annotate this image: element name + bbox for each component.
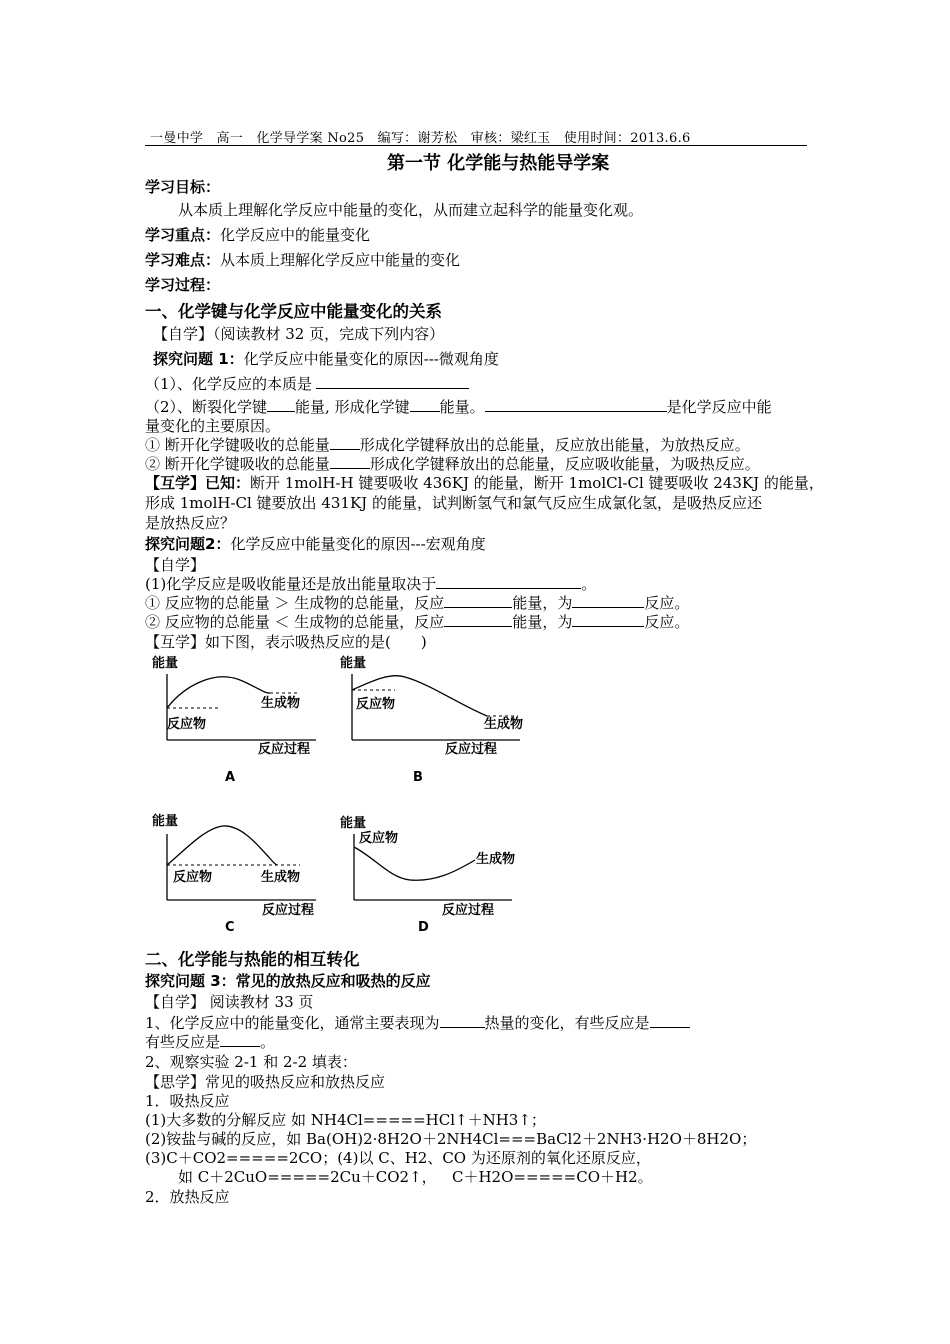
s2-line-3 [145, 611, 689, 632]
mutual-label: 【互学】已知： [145, 474, 251, 492]
section-1-heading: 一、化学键与化学反应中能量变化的关系 [145, 302, 442, 321]
line-2: 2、观察实验 2-1 和 2-2 填表： [145, 1053, 357, 1071]
graph-c [152, 813, 316, 935]
blank-2[interactable] [267, 396, 295, 412]
s2-3b: 能量，为 [512, 613, 573, 631]
s2-1b: 。 [581, 575, 597, 593]
s2-3c: 反应。 [644, 613, 690, 631]
line-1b: 热量的变化，有些反应是 [484, 1014, 650, 1032]
blank-10[interactable] [444, 611, 512, 627]
graph-c-reactant: 反应物 [173, 870, 213, 885]
key-point [145, 224, 370, 245]
graph-d-product: 生成物 [476, 852, 516, 867]
graph-a-curve [167, 677, 270, 708]
graph-c-letter: C [225, 920, 235, 935]
diff-label: 学习难点： [145, 251, 221, 269]
graph-b [340, 655, 523, 785]
mutual-2: 【互学】如下图，表示吸热反应的是( ) [145, 633, 427, 651]
endothermic-heading: 1．吸热反应 [145, 1092, 230, 1110]
blank-7[interactable] [436, 573, 581, 589]
item-1 [145, 373, 469, 394]
graph-c-y-label: 能量 [152, 814, 179, 829]
graph-b-product: 生成物 [484, 717, 524, 732]
s2-3a: ② 反应物的总能量 ＜ 生成物的总能量，反应 [145, 613, 445, 631]
graph-d-reactant: 反应物 [359, 831, 399, 846]
blank-3[interactable] [410, 396, 440, 412]
endo-item-4b: C＋H2O=====CO＋H2。 [452, 1168, 653, 1186]
graph-a [152, 655, 316, 785]
item-2e: 量变化的主要原因。 [145, 417, 281, 435]
graph-d-letter: D [418, 920, 429, 935]
exothermic-heading: 2．放热反应 [145, 1188, 230, 1206]
endo-item-4a: 如 C＋2CuO=====2Cu＋CO2↑， [178, 1168, 437, 1186]
circ-1 [145, 434, 750, 455]
mutual-text-2: 形成 1molH-Cl 键要放出 431KJ 的能量，试判断氢气和氯气反应生成氯化氢，是吸热反应还 [145, 494, 762, 512]
blank-4[interactable] [485, 396, 667, 412]
line-1d: 。 [260, 1033, 276, 1051]
key-label: 学习重点： [145, 226, 221, 244]
blank-5[interactable] [330, 434, 360, 450]
graph-a-y-label: 能量 [152, 656, 179, 671]
line-1c: 有些反应是 [145, 1033, 221, 1051]
graph-a-x-label: 反应过程 [258, 742, 311, 757]
item-2b: 能量, 形成化学键 [295, 398, 410, 416]
circ-2a: ② 断开化学键吸收的总能量 [145, 455, 330, 473]
item-2d: 是化学反应中能 [666, 398, 772, 416]
line-1-cont [145, 1031, 275, 1052]
blank-12[interactable] [440, 1012, 485, 1028]
circ-1a: ① 断开化学键吸收的总能量 [145, 436, 330, 454]
line-1 [145, 1012, 690, 1033]
graph-b-x-label: 反应过程 [445, 742, 498, 757]
self-study-3: 【自学】 阅读教材 33 页 [145, 993, 314, 1011]
graph-b-letter: B [413, 770, 423, 785]
endo-item-2: (2)铵盐与碱的反应，如 Ba(OH)2·8H2O＋2NH4Cl===BaCl2＋2NH3·H2O＋8H2O； [145, 1130, 757, 1148]
goals-label: 学习目标： [145, 178, 221, 196]
mutual-text: 断开 1molH-H 键要吸收 436KJ 的能量，断开 1molCl-Cl 键要吸收 243KJ 的能量， [250, 474, 824, 492]
item-2c: 能量。 [439, 398, 485, 416]
graph-d-y-label: 能量 [340, 816, 367, 831]
blank-6[interactable] [330, 453, 370, 469]
self-study-1: 【自学】（阅读教材 32 页，完成下列内容） [153, 325, 445, 343]
graph-d-x-label: 反应过程 [442, 903, 495, 918]
q2-label: 探究问题2： [145, 535, 231, 553]
graph-d-curve [354, 847, 475, 880]
question-1 [153, 348, 499, 369]
s2-2a: ① 反应物的总能量 ＞ 生成物的总能量，反应 [145, 594, 445, 612]
mutual-text-3: 是放热反应？ [145, 514, 236, 532]
circ-2 [145, 453, 760, 474]
think-heading: 【思学】常见的吸热反应和放热反应 [145, 1073, 386, 1091]
energy-graphs [140, 650, 560, 940]
endo-item-3: (3)C＋CO2=====2CO；(4)以 C、H2、CO 为还原剂的氧化还原反应， [145, 1149, 651, 1167]
diff-text: 从本质上理解化学反应中能量的变化 [220, 251, 461, 269]
difficulty [145, 249, 460, 270]
q1-text: 化学反应中能量变化的原因---微观角度 [243, 350, 499, 368]
item-1-text: （1）、化学反应的本质是 [145, 375, 313, 393]
s2-line-2 [145, 592, 689, 613]
graph-a-reactant: 反应物 [167, 717, 207, 732]
blank-8[interactable] [444, 592, 512, 608]
graph-b-y-label: 能量 [340, 656, 367, 671]
blank-14[interactable] [220, 1031, 260, 1047]
blank-1[interactable] [316, 373, 469, 389]
item-2a: （2）、断裂化学键 [145, 398, 268, 416]
blank-9[interactable] [572, 592, 644, 608]
s2-2b: 能量，为 [512, 594, 573, 612]
process-label: 学习过程： [145, 276, 221, 294]
blank-13[interactable] [650, 1012, 690, 1028]
question-3: 探究问题 3：常见的放热反应和吸热的反应 [145, 972, 431, 990]
question-2 [145, 533, 486, 554]
s2-2c: 反应。 [644, 594, 690, 612]
graph-b-reactant: 反应物 [356, 697, 396, 712]
blank-11[interactable] [572, 611, 644, 627]
s2-1a: (1)化学反应是吸收能量还是放出能量取决于 [145, 575, 437, 593]
graph-c-curve [167, 826, 277, 865]
graph-d [340, 815, 515, 935]
key-text: 化学反应中的能量变化 [220, 226, 371, 244]
circ-2b: 形成化学键释放出的总能量，反应吸收能量，为吸热反应。 [369, 455, 760, 473]
q1-label: 探究问题 1： [153, 350, 244, 368]
graph-a-letter: A [225, 770, 236, 785]
graph-a-product: 生成物 [261, 696, 301, 711]
circ-1b: 形成化学键释放出的总能量，反应放出能量，为放热反应。 [359, 436, 750, 454]
header-rule [145, 145, 807, 146]
endo-item-1: (1)大多数的分解反应 如 NH4Cl=====HCl↑＋NH3↑； [145, 1111, 546, 1129]
item-2 [145, 396, 772, 417]
q2-text: 化学反应中能量变化的原因---宏观角度 [230, 535, 486, 553]
goals-text: 从本质上理解化学反应中能量的变化，从而建立起科学的能量变化观。 [178, 201, 644, 219]
section-2-heading: 二、化学能与热能的相互转化 [145, 950, 360, 969]
page-title: 第一节 化学能与热能导学案 [387, 153, 610, 174]
line-1a: 1、化学反应中的能量变化，通常主要表现为 [145, 1014, 440, 1032]
header-line: 一曼中学 高一 化学导学案 No25 编写：谢芳松 审核：梁红玉 使用时间：2013.6.6 [150, 131, 691, 146]
self-study-2: 【自学】 [145, 556, 206, 574]
mutual-1 [145, 472, 824, 493]
graph-c-product: 生成物 [261, 870, 301, 885]
s2-line-1 [145, 573, 596, 594]
graph-c-x-label: 反应过程 [262, 903, 315, 918]
